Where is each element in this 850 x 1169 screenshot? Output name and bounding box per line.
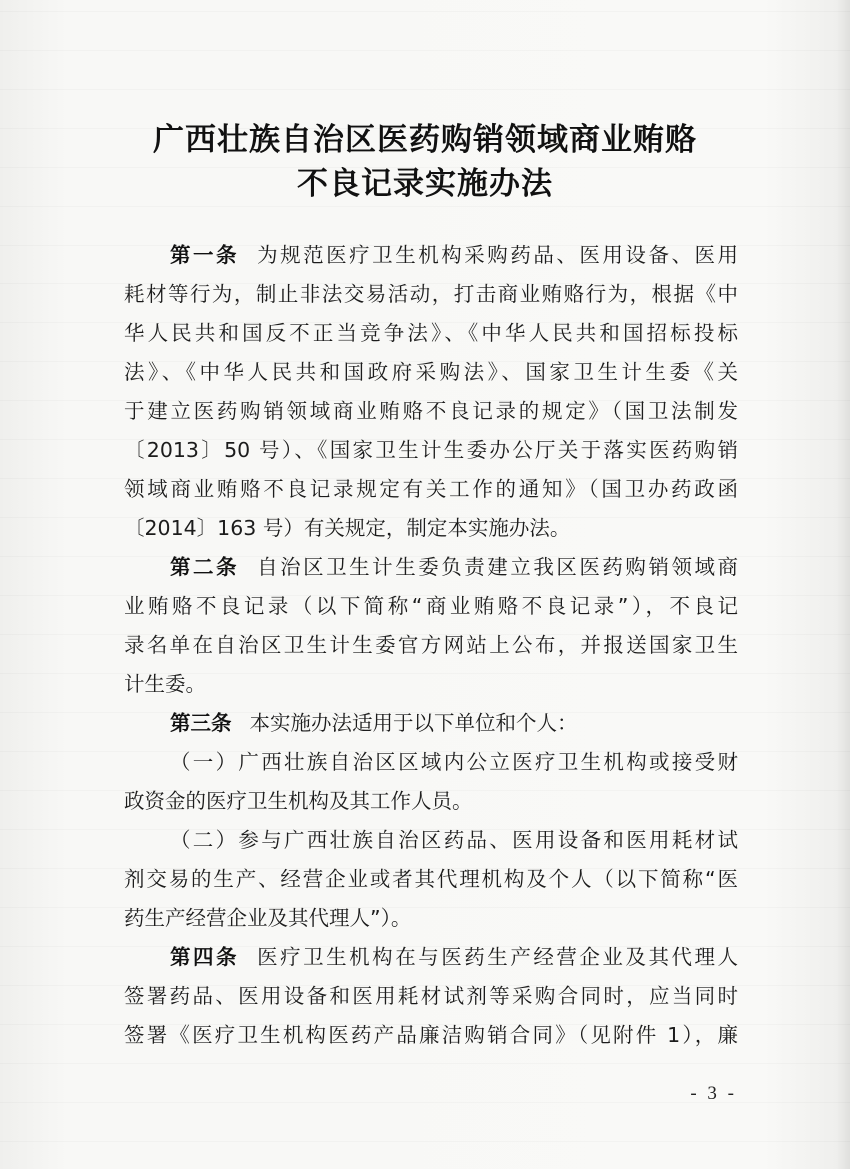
body-line: 剂交易的生产、经营企业或者其代理机构及个人（以下简称“医 [124,867,738,891]
document-title-line-2: 不良记录实施办法 [297,166,553,202]
article-heading: 第二条 [170,555,240,579]
body-line: 政资金的医疗卫生机构及其工作人员。 [124,789,473,813]
body-line [124,548,738,587]
body-line: 签署药品、医用设备和医用耗材试剂等采购合同时，应当同时 [124,984,738,1008]
body-line: 录名单在自治区卫生计生委官方网站上公布，并报送国家卫生 [124,633,738,657]
body-line: （二）参与广西壮族自治区药品、医用设备和医用耗材试 [170,828,738,852]
body-line: 药生产经营企业及其代理人”）。 [124,906,412,930]
body-line: （一）广西壮族自治区区域内公立医疗卫生机构或接受财 [170,750,738,774]
article-heading: 第四条 [170,945,240,969]
line-text: 为规范医疗卫生机构采购药品、医用设备、医用 [257,243,739,267]
body-line: 计生委。 [124,672,206,696]
body-line: 法》、《中华人民共和国政府采购法》、国家卫生计生委《关 [124,360,738,384]
line-text: 自治区卫生计生委负责建立我区医药购销领域商 [257,555,739,579]
body-line [124,236,738,275]
body-line: 签署《医疗卫生机构医药产品廉洁购销合同》（见附件 1），廉 [124,1023,738,1047]
body-line: 〔2013〕50 号）、《国家卫生计生委办公厅关于落实医药购销 [124,438,738,462]
body-line [124,704,738,743]
article-heading: 第一条 [170,243,240,267]
document-body [124,236,738,1055]
body-line: 业贿赂不良记录（以下简称“商业贿赂不良记录”），不良记 [124,594,738,618]
body-line: 〔2014〕163 号）有关规定，制定本实施办法。 [124,516,571,540]
line-text: 医疗卫生机构在与医药生产经营企业及其代理人 [257,945,739,969]
body-line: 于建立医药购销领域商业贿赂不良记录的规定》（国卫法制发 [124,399,738,423]
body-line [124,938,738,977]
line-text: 本实施办法适用于以下单位和个人： [249,711,578,735]
page-number: - 3 - [690,1083,737,1104]
body-line: 领域商业贿赂不良记录规定有关工作的通知》（国卫办药政函 [124,477,738,501]
body-line: 华人民共和国反不正当竞争法》、《中华人民共和国招标投标 [124,321,738,345]
article-heading: 第三条 [170,711,232,735]
body-line: 耗材等行为，制止非法交易活动，打击商业贿赂行为，根据《中 [124,282,738,306]
document-title-line-1: 广西壮族自治区医药购销领域商业贿赂 [153,122,697,158]
